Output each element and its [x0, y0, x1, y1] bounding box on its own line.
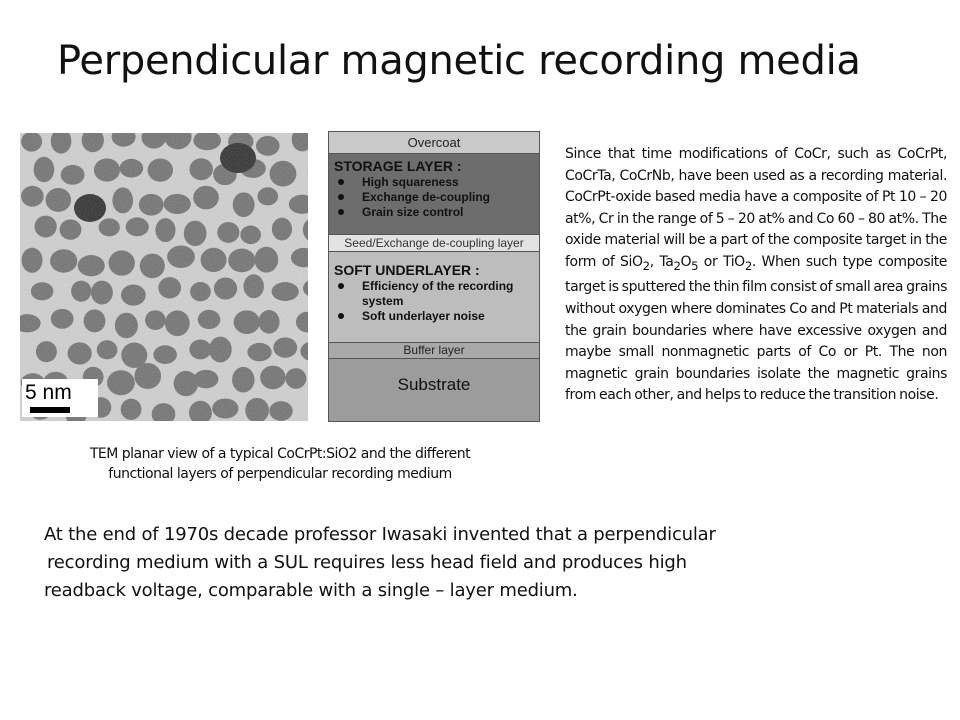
caption-line: TEM planar view of a typical CoCrPt:SiO2 and the different	[89, 446, 471, 462]
overcoat-layer: Overcoat	[329, 132, 539, 154]
paragraph-line: At the end of 1970s decade professor Iwasaki invented that a perpendicular	[44, 524, 716, 545]
soft-underlayer	[329, 252, 539, 343]
bottom-paragraph	[44, 521, 804, 605]
subscript: 5	[691, 258, 699, 273]
storage-layer-item: High squareness	[329, 175, 539, 190]
subscript: 2	[673, 258, 681, 273]
storage-layer-item: Grain size control	[329, 205, 539, 220]
substrate-layer: Substrate	[329, 359, 539, 421]
body-text-part: . When such type composite target is sputtered the thin film consist of small area grains without oxygen where dominates Co and Pt materials and the grain boundaries where have excessive oxygen and maybe small nonmagnetic parts of Co or Pt. The non magnetic grain boundaries isolate the magnetic grains from each other, and helps to reduce the transition noise.	[565, 253, 947, 404]
scale-bar-box	[22, 379, 98, 417]
body-text-part: O	[680, 253, 692, 270]
body-text-part: or TiO	[698, 253, 745, 270]
body-text-part: Since that time modifications of CoCr, such as CoCrPt, CoCrTa, CoCrNb, have been used as a recording material. CoCrPt-oxide based media have a composite of Pt 10 – 20 at%, Cr in the range of 5 – 20 at% and Co 60 – 80 at%. The oxide material will be a part of the composite target in the form of SiO	[565, 146, 947, 270]
layer-stack-diagram	[328, 131, 540, 422]
body-paragraph	[565, 144, 947, 407]
caption-line: functional layers of perpendicular recording medium	[108, 466, 452, 482]
storage-layer	[329, 154, 539, 235]
scale-bar	[30, 407, 70, 413]
figure-caption	[30, 444, 530, 484]
soft-underlayer-heading: SOFT UNDERLAYER :	[334, 262, 480, 278]
scale-bar-label: 5 nm	[25, 381, 72, 404]
paragraph-line: recording medium with a SUL requires less head field and produces high	[47, 552, 687, 573]
subscript: 2	[642, 258, 650, 273]
subscript: 2	[744, 258, 752, 273]
paragraph-line: readback voltage, comparable with a single – layer medium.	[44, 580, 578, 601]
soft-underlayer-item: Soft underlayer noise	[329, 309, 539, 324]
seed-layer: Seed/Exchange de-coupling layer	[329, 235, 539, 252]
slide-title: Perpendicular magnetic recording media	[57, 38, 861, 84]
storage-layer-item: Exchange de-coupling	[329, 190, 539, 205]
soft-underlayer-item: Efficiency of the recording system	[329, 279, 539, 309]
tem-grain-texture	[20, 133, 308, 421]
buffer-layer: Buffer layer	[329, 343, 539, 359]
storage-layer-heading: STORAGE LAYER :	[334, 158, 462, 174]
body-text-part: , Ta	[649, 253, 674, 270]
tem-micrograph	[20, 133, 308, 421]
